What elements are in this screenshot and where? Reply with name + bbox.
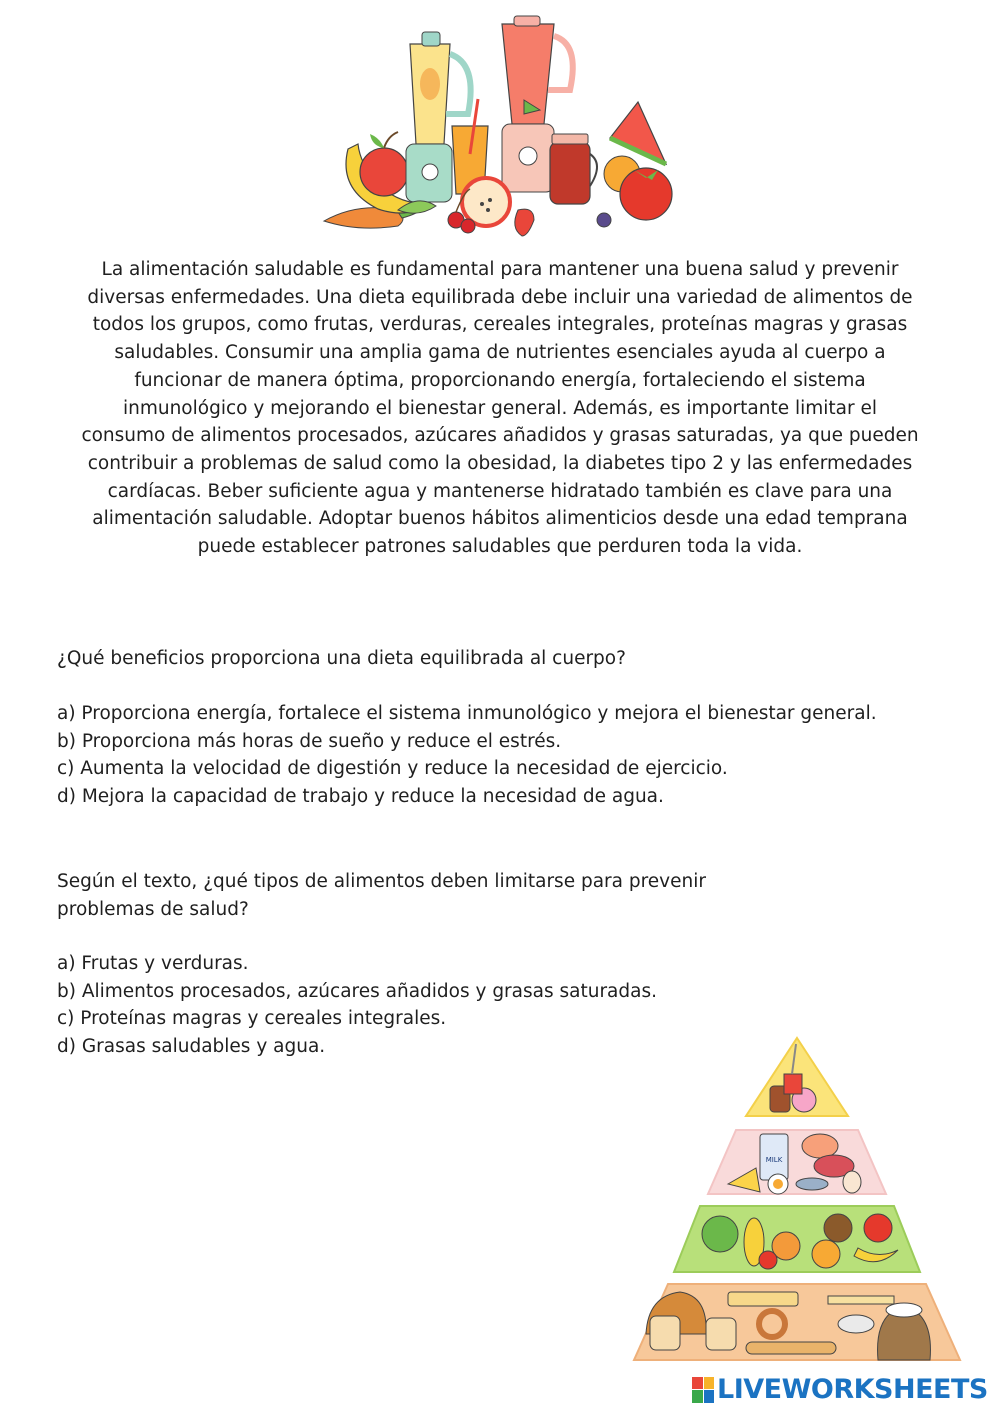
strawberry-icon [515, 209, 534, 236]
question-1-option-d[interactable]: d) Mejora la capacidad de trabajo y reduce la necesidad de agua. [57, 785, 664, 807]
question-1-option-b[interactable]: b) Proporciona más horas de sueño y reduce el estrés. [57, 730, 562, 752]
question-1-options [57, 700, 877, 810]
brand-name: LIVEWORKSHEETS [717, 1374, 988, 1405]
question-2-option-b[interactable]: b) Alimentos procesados, azúcares añadidos y grasas saturadas. [57, 980, 657, 1002]
tomato-icon [620, 168, 672, 220]
question-1-option-a[interactable]: a) Proporciona energía, fortalece el sistema inmunológico y mejora el bienestar general. [57, 703, 877, 724]
question-1-option-c[interactable]: c) Aumenta la velocidad de digestión y reduce la necesidad de ejercicio. [57, 758, 728, 780]
question-2-prompt: Según el texto, ¿qué tipos de alimentos deben limitarse para prevenir problemas de salud? [57, 871, 706, 920]
logo-tile-i [704, 1377, 715, 1390]
jam-jar-icon [550, 134, 597, 204]
pyramid-tier-protein-dairy [708, 1130, 886, 1194]
liveworksheets-logo-icon [692, 1377, 714, 1403]
food-pyramid-illustration [628, 1034, 966, 1364]
question-2-options [57, 950, 657, 1060]
question-1-prompt: ¿Qué beneficios proporciona una dieta equilibrada al cuerpo? [57, 648, 626, 669]
question-2-option-d[interactable]: d) Grasas saludables y agua. [57, 1035, 326, 1057]
pyramid-tier-grains [634, 1284, 960, 1360]
milk-label: MILK [765, 1156, 783, 1164]
question-2-option-a[interactable]: a) Frutas y verduras. [57, 953, 249, 974]
watermelon-slice-icon [610, 102, 666, 164]
intro-paragraph: La alimentación saludable es fundamental para mantener una buena salud y prevenir diversas enfermedades. Una dieta equilibrada debe incluir una variedad de alimentos de todos los grupos, como frutas, verduras, cereales integrales, proteínas magras y grasas saludables. Consumir una amplia gama de nutrientes esenciales ayuda al cuerpo a funcionar de manera óptima, proporcionando energía, fortaleciendo el sistema inmunológico y mejorando el bienestar general. Además, es importante limitar el consumo de alimentos procesados, azúcares añadidos y grasas saturadas, ya que pueden contribuir a problemas de salud como la obesidad, la diabetes tipo 2 y las enfermedades cardíacas. Beber suficiente agua y mantenerse hidratado también es clave para una alimentación saludable. Adoptar buenos hábitos alimenticios desde una edad temprana puede establecer patrones saludables que perduren toda la vida. [81, 259, 919, 558]
liveworksheets-watermark [692, 1374, 988, 1405]
smoothies-fruits-illustration [318, 14, 682, 240]
pyramid-tier-sweets [746, 1038, 848, 1116]
logo-tile-v [692, 1390, 703, 1403]
logo-tile-l [692, 1377, 703, 1390]
logo-tile-e [704, 1390, 715, 1403]
question-2-option-c[interactable]: c) Proteínas magras y cereales integrales. [57, 1008, 447, 1030]
pyramid-tier-fruits-vegetables [674, 1206, 920, 1272]
blueberry-icon [597, 213, 611, 227]
apple-icon [360, 132, 408, 196]
